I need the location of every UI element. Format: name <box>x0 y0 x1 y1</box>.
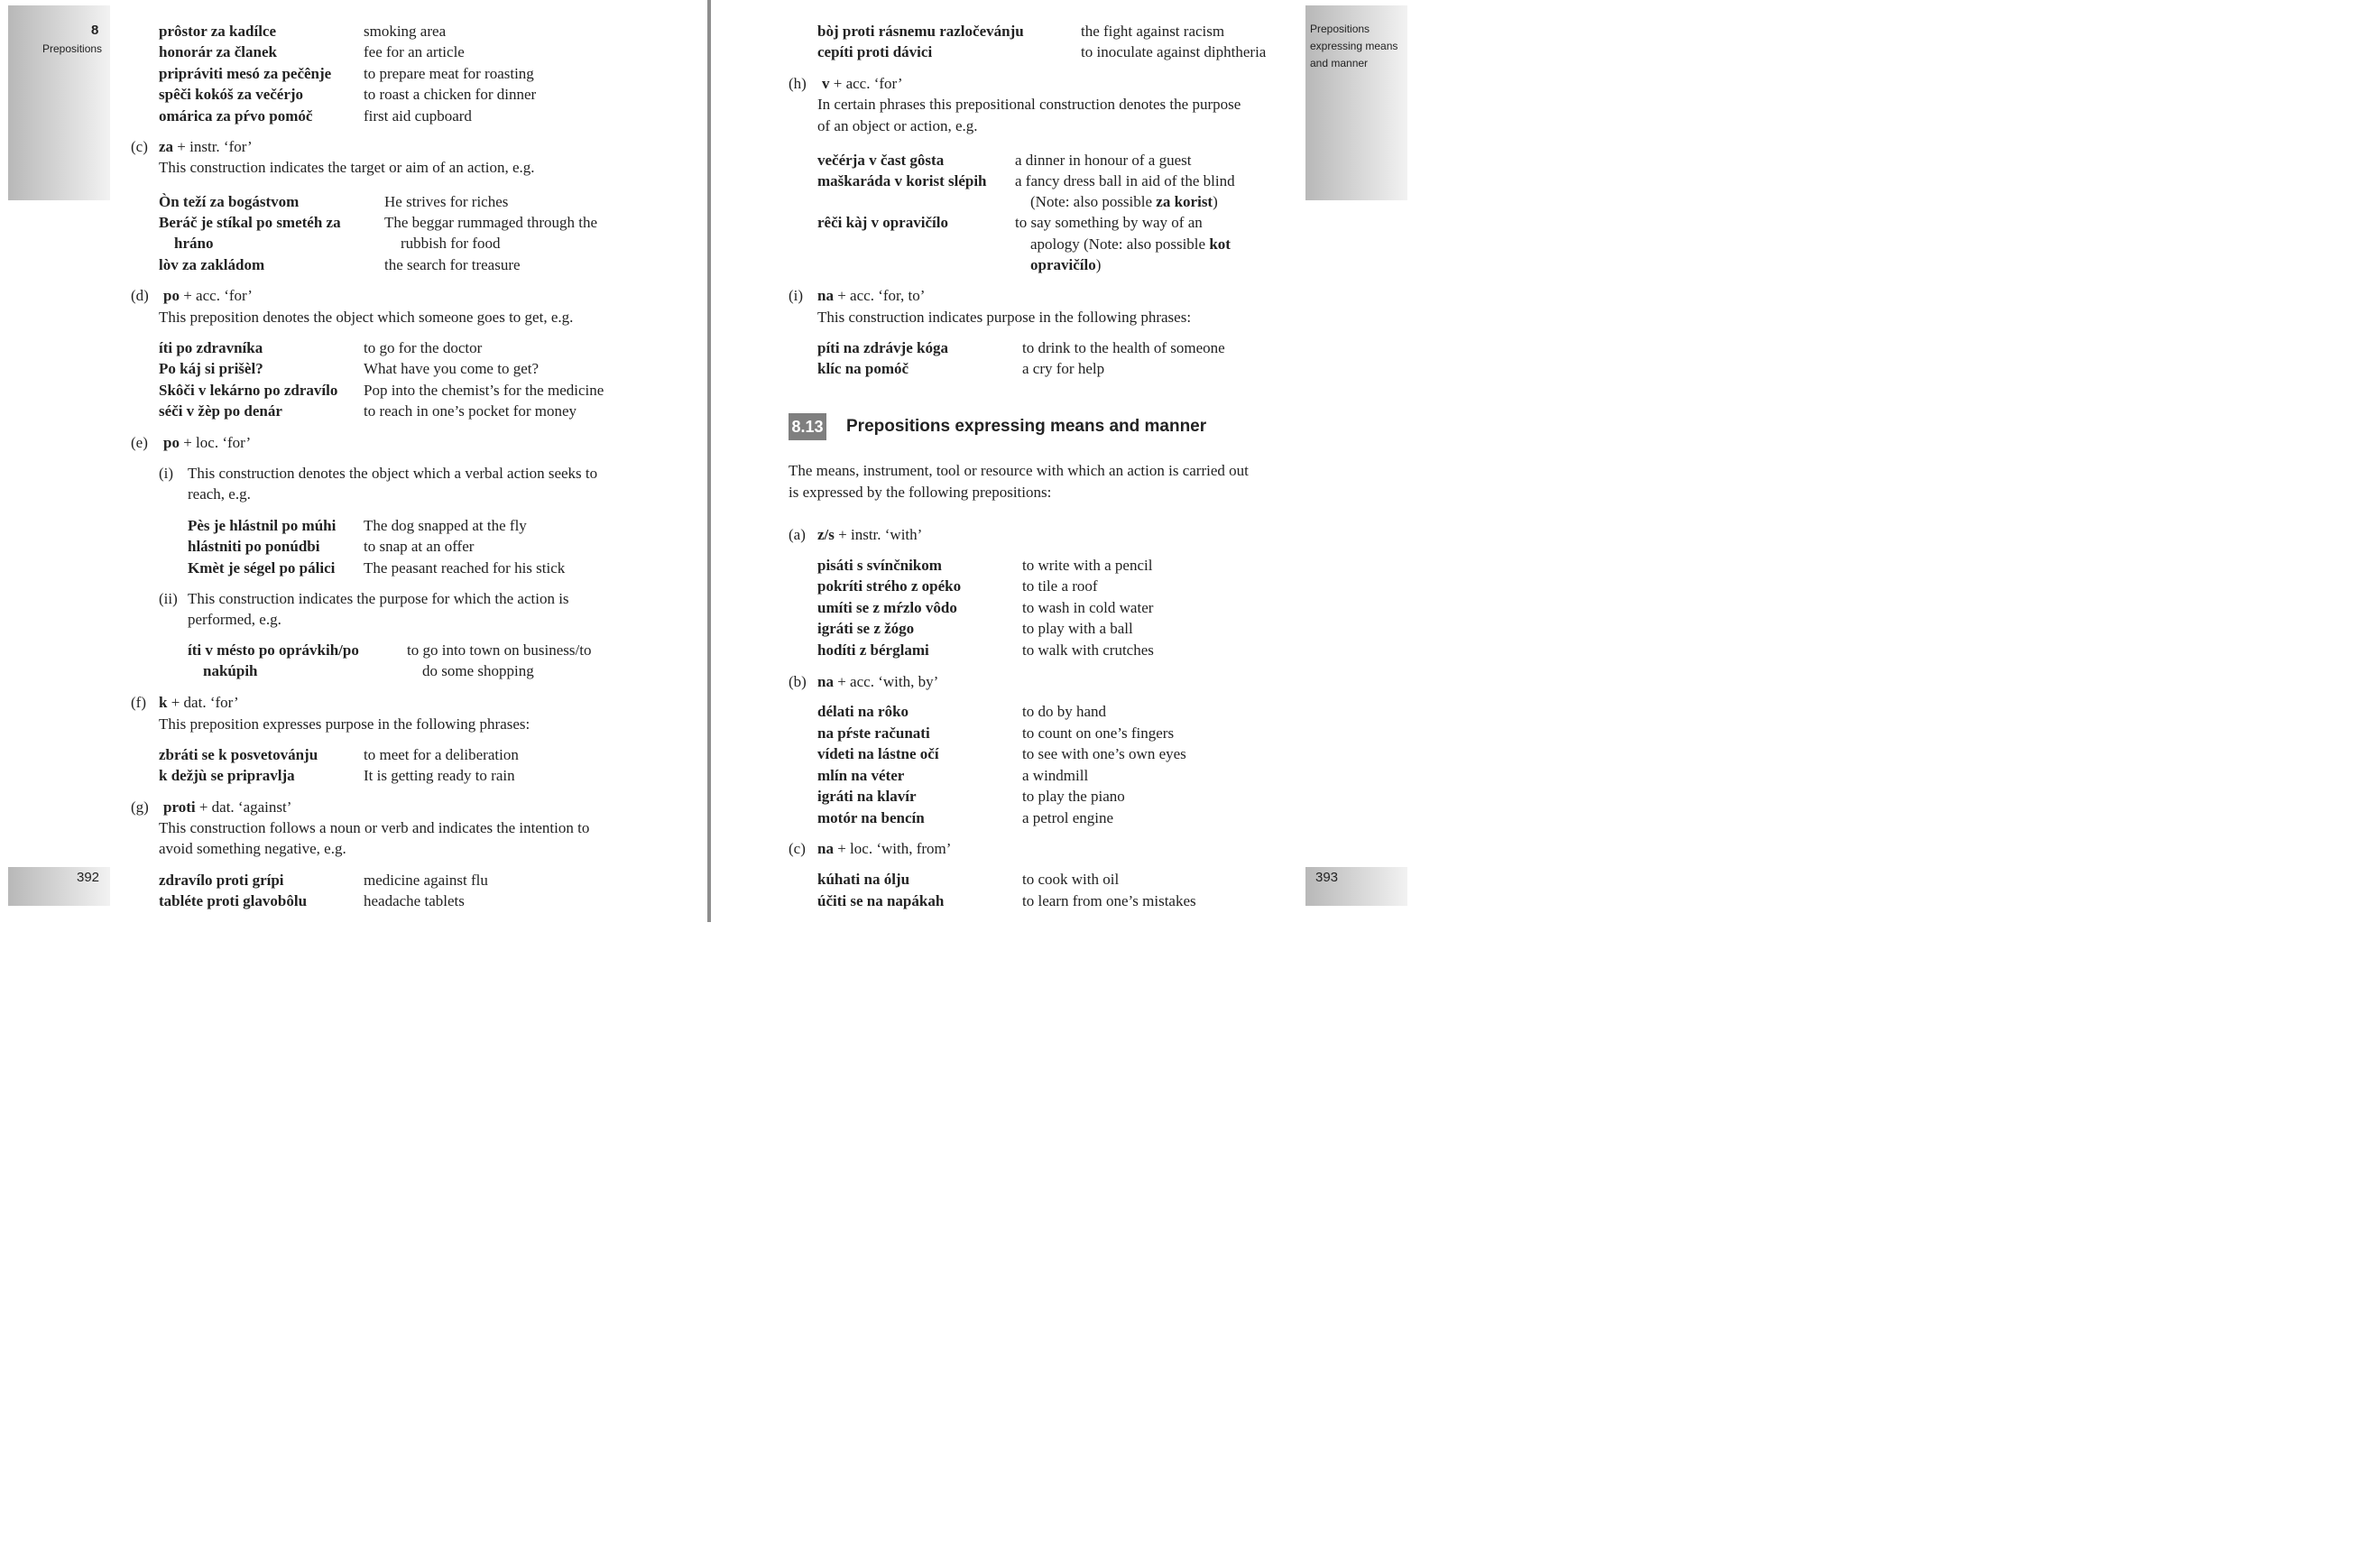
section-tab-line: and manner <box>1310 57 1369 69</box>
example-slovene: Pès je hlástnil po múhi <box>188 517 337 534</box>
example-english: to count on one’s fingers <box>1022 724 1175 742</box>
example-english: first aid cupboard <box>364 107 472 125</box>
preposition: na <box>817 673 834 690</box>
item-heading <box>159 136 253 157</box>
example-slovene: klíc na pomóč <box>817 360 909 377</box>
page-number: 393 <box>1315 870 1339 885</box>
preposition-gloss: + acc. ‘with, by’ <box>833 673 939 690</box>
example-slovene: igráti na klavír <box>817 788 917 805</box>
item-description: This preposition expresses purpose in the following phrases: <box>159 715 530 733</box>
preposition: na <box>817 840 834 857</box>
preposition-gloss: + acc. ‘for’ <box>179 287 253 304</box>
example-slovene: Òn teží za bogástvom <box>159 193 300 210</box>
preposition-gloss: + loc. ‘for’ <box>179 434 252 451</box>
preposition: z/s <box>817 526 835 543</box>
preposition-gloss: + instr. ‘for’ <box>173 138 253 155</box>
item-label: (e) <box>131 434 148 451</box>
example-english: fee for an article <box>364 43 465 60</box>
item-label: (h) <box>789 75 807 92</box>
preposition: v <box>822 75 830 92</box>
usage-note <box>1030 254 1101 275</box>
example-slovene: délati na rôko <box>817 703 909 720</box>
page-number: 392 <box>77 870 100 885</box>
example-english: to play the piano <box>1022 788 1125 805</box>
item-heading <box>163 285 253 306</box>
example-english: What have you come to get? <box>364 360 540 377</box>
example-english: to tile a roof <box>1022 577 1098 595</box>
example-english: to do by hand <box>1022 703 1107 720</box>
example-slovene: séči v žèp po denár <box>159 402 282 420</box>
example-slovene: lòv za zakládom <box>159 256 265 273</box>
example-slovene: tabléte proti glavobôlu <box>159 892 308 909</box>
example-english: to learn from one’s mistakes <box>1022 892 1196 909</box>
example-slovene: hodíti z bérglami <box>817 641 929 659</box>
item-heading <box>817 524 922 545</box>
example-english: to write with a pencil <box>1022 557 1153 574</box>
usage-note <box>1030 191 1218 212</box>
example-slovene: kúhati na ólju <box>817 871 910 888</box>
example-english: to go for the doctor <box>364 339 483 356</box>
example-slovene: k dežjù se pripravlja <box>159 767 295 784</box>
example-english: to go into town on business/to <box>407 641 592 659</box>
preposition-gloss: + acc. ‘for, to’ <box>833 287 926 304</box>
example-slovene: na pŕste računati <box>817 724 930 742</box>
example-english: The dog snapped at the fly <box>364 517 527 534</box>
item-description: reach, e.g. <box>188 485 251 503</box>
preposition-gloss: + loc. ‘with, from’ <box>833 840 952 857</box>
example-english: to say something by way of an <box>1015 214 1203 231</box>
example-slovene: Skôči v lekárno po zdravílo <box>159 382 338 399</box>
example-slovene: pisáti s svínčnikom <box>817 557 942 574</box>
item-label: (f) <box>131 694 146 711</box>
example-slovene: účiti se na napákah <box>817 892 945 909</box>
example-english: to inoculate against diphtheria <box>1081 43 1267 60</box>
note-term: za korist <box>1156 193 1213 210</box>
section-tab-line: Prepositions <box>1310 23 1370 35</box>
preposition-gloss: + instr. ‘with’ <box>834 526 923 543</box>
item-description: avoid something negative, e.g. <box>159 840 346 857</box>
example-english: a windmill <box>1022 767 1089 784</box>
note-text: ) <box>1213 193 1218 210</box>
example-slovene: vídeti na lástne očí <box>817 745 939 762</box>
example-slovene: bòj proti rásnemu razločevánju <box>817 23 1024 40</box>
example-slovene: večérja v čast gôsta <box>817 152 945 169</box>
example-english: the search for treasure <box>384 256 521 273</box>
example-slovene: hráno <box>174 235 214 252</box>
item-label: (c) <box>789 840 806 857</box>
example-english: to prepare meat for roasting <box>364 65 534 82</box>
item-heading <box>822 73 903 94</box>
example-slovene: spêči kokóš za večérjo <box>159 86 304 103</box>
example-slovene: maškaráda v korist slépih <box>817 172 987 189</box>
item-description: This construction indicates the target or aim of an action, e.g. <box>159 159 535 176</box>
example-english: to reach in one’s pocket for money <box>364 402 577 420</box>
preposition-gloss: + dat. ‘for’ <box>167 694 239 711</box>
example-english: a petrol engine <box>1022 809 1114 826</box>
item-description: performed, e.g. <box>188 611 281 628</box>
section-intro: The means, instrument, tool or resource with which an action is carried out <box>789 462 1249 479</box>
chapter-number: 8 <box>91 23 99 38</box>
example-english: The peasant reached for his stick <box>364 559 566 577</box>
example-slovene: mlín na véter <box>817 767 905 784</box>
example-english: to snap at an offer <box>364 538 475 555</box>
preposition-gloss: + acc. ‘for’ <box>829 75 903 92</box>
section-title: Prepositions expressing means and manner <box>846 417 1207 436</box>
example-english: Pop into the chemist’s for the medicine <box>364 382 604 399</box>
note-text: ) <box>1095 256 1102 273</box>
example-slovene: igráti se z žógo <box>817 620 915 637</box>
note-term: opravičílo <box>1030 256 1096 273</box>
example-english: He strives for riches <box>384 193 509 210</box>
example-slovene: umíti se z mŕzlo vôdo <box>817 599 957 616</box>
item-description: In certain phrases this prepositional construction denotes the purpose <box>817 96 1241 113</box>
example-english: a dinner in honour of a guest <box>1015 152 1192 169</box>
example-slovene: zbráti se k posvetovánju <box>159 746 318 763</box>
item-description: of an object or action, e.g. <box>817 117 978 134</box>
example-slovene: motór na bencín <box>817 809 925 826</box>
example-slovene: omárica za pŕvo pomóč <box>159 107 313 125</box>
preposition: za <box>159 138 174 155</box>
section-tab-line: expressing means <box>1310 40 1398 52</box>
item-description: This construction denotes the object which a verbal action seeks to <box>188 465 598 482</box>
item-description: This construction indicates the purpose for which the action is <box>188 590 569 607</box>
item-label: (d) <box>131 287 149 304</box>
example-slovene: hlástniti po ponúdbi <box>188 538 320 555</box>
example-slovene: Kmèt je ségel po pálici <box>188 559 336 577</box>
item-label: (a) <box>789 526 806 543</box>
item-heading <box>163 432 251 453</box>
item-description: This construction indicates purpose in the following phrases: <box>817 309 1192 326</box>
example-english: to play with a ball <box>1022 620 1133 637</box>
item-label: (g) <box>131 798 149 816</box>
example-slovene: pripráviti mesó za pečênje <box>159 65 332 82</box>
preposition: k <box>159 694 168 711</box>
item-label: (c) <box>131 138 148 155</box>
example-english: do some shopping <box>422 662 534 679</box>
note-text: (Note: also possible <box>1030 193 1157 210</box>
preposition: proti <box>163 798 196 816</box>
example-english: headache tablets <box>364 892 465 909</box>
item-heading <box>159 692 239 713</box>
section-number: 8.13 <box>789 413 826 440</box>
example-slovene: pokríti strého z opéko <box>817 577 962 595</box>
example-english: medicine against flu <box>364 872 488 889</box>
item-heading <box>817 838 951 859</box>
example-english: It is getting ready to rain <box>364 767 515 784</box>
section-intro: is expressed by the following prepositions: <box>789 484 1052 501</box>
item-description: This construction follows a noun or verb and indicates the intention to <box>159 819 590 836</box>
example-slovene: Beráč je stíkal po smetéh za <box>159 214 341 231</box>
item-label: (b) <box>789 673 807 690</box>
example-english: the fight against racism <box>1081 23 1225 40</box>
example-english: to cook with oil <box>1022 871 1120 888</box>
example-slovene: píti na zdrávje kóga <box>817 339 948 356</box>
item-heading <box>163 797 291 817</box>
example-english: a fancy dress ball in aid of the blind <box>1015 172 1235 189</box>
example-english: to walk with crutches <box>1022 641 1154 659</box>
example-slovene: Po káj si prišèl? <box>159 360 263 377</box>
example-english: smoking area <box>364 23 447 40</box>
example-english: to drink to the health of someone <box>1022 339 1225 356</box>
example-english: to roast a chicken for dinner <box>364 86 537 103</box>
preposition-gloss: + dat. ‘against’ <box>195 798 292 816</box>
chapter-title: Prepositions <box>42 42 103 55</box>
left-page <box>0 0 707 922</box>
example-slovene: honorár za članek <box>159 43 277 60</box>
example-english: to wash in cold water <box>1022 599 1154 616</box>
note-text: apology (Note: also possible <box>1030 235 1210 253</box>
example-english: to meet for a deliberation <box>364 746 519 763</box>
subitem-label: (ii) <box>159 590 178 607</box>
example-slovene: cepíti proti dávici <box>817 43 933 60</box>
example-slovene: nakúpih <box>203 662 258 679</box>
example-english: to see with one’s own eyes <box>1022 745 1186 762</box>
example-slovene: zdravílo proti grípi <box>159 872 284 889</box>
example-slovene: íti po zdravníka <box>159 339 263 356</box>
item-heading <box>817 285 925 306</box>
subitem-label: (i) <box>159 465 174 482</box>
preposition: po <box>163 434 180 451</box>
item-label: (i) <box>789 287 804 304</box>
example-slovene: rêči kàj v opravičílo <box>817 214 948 231</box>
example-slovene: prôstor za kadílce <box>159 23 277 40</box>
preposition: po <box>163 287 180 304</box>
section-tab-title <box>1310 21 1398 72</box>
example-slovene: íti v mésto po oprávkih/po <box>188 641 359 659</box>
item-heading <box>817 671 938 692</box>
usage-note <box>1030 234 1231 254</box>
example-english: The beggar rummaged through the <box>384 214 598 231</box>
preposition: na <box>817 287 834 304</box>
example-english: a cry for help <box>1022 360 1105 377</box>
item-description: This preposition denotes the object which someone goes to get, e.g. <box>159 309 574 326</box>
example-english: rubbish for food <box>401 235 501 252</box>
note-term: kot <box>1209 235 1231 253</box>
right-page <box>711 0 1415 922</box>
